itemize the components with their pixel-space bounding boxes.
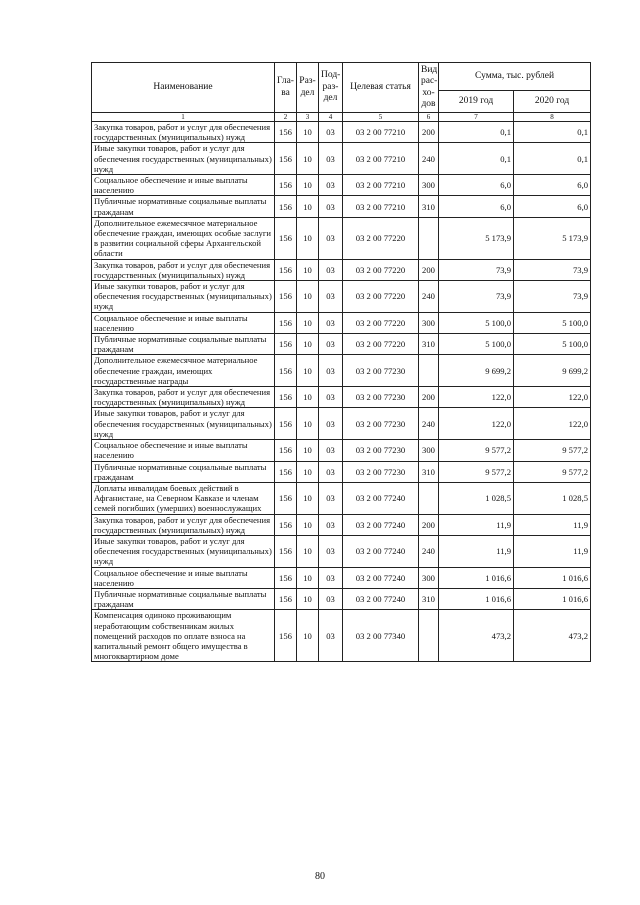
row-amount-2019: 73,9 (439, 259, 514, 280)
row-amount-2020: 73,9 (514, 281, 591, 313)
row-name: Компенсация одиноко проживающим неработающим собственникам жилых помещений расходов по оплате взноса на капитальный ремонт общего имущества в многоквартирном доме (92, 610, 275, 662)
header-name: Наименование (92, 63, 275, 113)
row-amount-2019: 73,9 (439, 281, 514, 313)
row-glava: 156 (275, 143, 297, 175)
row-name: Социальное обеспечение и иные выплаты населению (92, 312, 275, 333)
row-expense-type: 300 (419, 312, 439, 333)
row-target-article: 03 2 00 77230 (343, 408, 419, 440)
row-name: Иные закупки товаров, работ и услуг для обеспечения государственных (муниципальных) нужд (92, 408, 275, 440)
row-razdel: 10 (297, 514, 319, 535)
row-name: Иные закупки товаров, работ и услуг для обеспечения государственных (муниципальных) нужд (92, 535, 275, 567)
column-number: 8 (514, 113, 591, 122)
row-name: Иные закупки товаров, работ и услуг для обеспечения государственных (муниципальных) нужд (92, 143, 275, 175)
row-podrazdel: 03 (319, 387, 343, 408)
row-amount-2019: 122,0 (439, 408, 514, 440)
header-glava: Гла- ва (275, 63, 297, 113)
row-glava: 156 (275, 535, 297, 567)
table-row (92, 355, 591, 387)
row-expense-type: 200 (419, 259, 439, 280)
row-glava: 156 (275, 482, 297, 514)
row-amount-2020: 9 577,2 (514, 461, 591, 482)
table-row (92, 387, 591, 408)
row-razdel: 10 (297, 122, 319, 143)
row-razdel: 10 (297, 408, 319, 440)
row-amount-2019: 473,2 (439, 610, 514, 662)
row-name: Дополнительное ежемесячное материальное обеспечение граждан, имеющих государственные награды (92, 355, 275, 387)
row-target-article: 03 2 00 77230 (343, 440, 419, 461)
row-expense-type: 240 (419, 408, 439, 440)
table-row (92, 535, 591, 567)
row-amount-2020: 1 028,5 (514, 482, 591, 514)
header-year-2020: 2020 год (514, 91, 591, 113)
table-row (92, 175, 591, 196)
row-amount-2019: 5 173,9 (439, 217, 514, 259)
header-sum: Сумма, тыс. рублей (439, 63, 591, 91)
row-amount-2019: 11,9 (439, 514, 514, 535)
row-expense-type: 200 (419, 514, 439, 535)
row-podrazdel: 03 (319, 259, 343, 280)
row-podrazdel: 03 (319, 217, 343, 259)
row-podrazdel: 03 (319, 143, 343, 175)
row-name: Социальное обеспечение и иные выплаты населению (92, 567, 275, 588)
row-razdel: 10 (297, 610, 319, 662)
row-target-article: 03 2 00 77230 (343, 387, 419, 408)
row-razdel: 10 (297, 334, 319, 355)
row-razdel: 10 (297, 461, 319, 482)
row-amount-2020: 1 016,6 (514, 588, 591, 609)
table-row (92, 514, 591, 535)
row-glava: 156 (275, 461, 297, 482)
row-amount-2020: 5 173,9 (514, 217, 591, 259)
row-amount-2019: 6,0 (439, 196, 514, 217)
row-name: Социальное обеспечение и иные выплаты населению (92, 440, 275, 461)
table-row (92, 440, 591, 461)
column-number: 1 (92, 113, 275, 122)
row-glava: 156 (275, 514, 297, 535)
row-glava: 156 (275, 281, 297, 313)
header-year-2019: 2019 год (439, 91, 514, 113)
table-row (92, 567, 591, 588)
column-number: 4 (319, 113, 343, 122)
row-target-article: 03 2 00 77240 (343, 535, 419, 567)
row-target-article: 03 2 00 77220 (343, 217, 419, 259)
row-name: Закупка товаров, работ и услуг для обеспечения государственных (муниципальных) нужд (92, 514, 275, 535)
row-amount-2020: 1 016,6 (514, 567, 591, 588)
table-row (92, 259, 591, 280)
row-expense-type: 310 (419, 461, 439, 482)
row-target-article: 03 2 00 77210 (343, 175, 419, 196)
row-target-article: 03 2 00 77240 (343, 514, 419, 535)
row-glava: 156 (275, 440, 297, 461)
row-name: Социальное обеспечение и иные выплаты населению (92, 175, 275, 196)
row-amount-2019: 5 100,0 (439, 334, 514, 355)
row-expense-type: 300 (419, 175, 439, 196)
row-expense-type (419, 482, 439, 514)
row-name: Публичные нормативные социальные выплаты гражданам (92, 196, 275, 217)
row-podrazdel: 03 (319, 175, 343, 196)
row-target-article: 03 2 00 77220 (343, 281, 419, 313)
table-row (92, 408, 591, 440)
row-glava: 156 (275, 567, 297, 588)
row-podrazdel: 03 (319, 281, 343, 313)
row-podrazdel: 03 (319, 535, 343, 567)
row-podrazdel: 03 (319, 461, 343, 482)
header-expense-type: Вид рас- хо- дов (419, 63, 439, 113)
row-podrazdel: 03 (319, 196, 343, 217)
header-podrazdel: Под- раз- дел (319, 63, 343, 113)
row-amount-2019: 1 028,5 (439, 482, 514, 514)
column-number: 2 (275, 113, 297, 122)
row-amount-2020: 5 100,0 (514, 312, 591, 333)
row-razdel: 10 (297, 535, 319, 567)
row-expense-type: 240 (419, 143, 439, 175)
column-number: 5 (343, 113, 419, 122)
row-razdel: 10 (297, 355, 319, 387)
row-razdel: 10 (297, 312, 319, 333)
table-body (92, 122, 591, 662)
row-amount-2020: 6,0 (514, 196, 591, 217)
row-amount-2020: 0,1 (514, 122, 591, 143)
row-razdel: 10 (297, 281, 319, 313)
row-amount-2019: 0,1 (439, 143, 514, 175)
row-amount-2020: 6,0 (514, 175, 591, 196)
row-target-article: 03 2 00 77210 (343, 143, 419, 175)
row-glava: 156 (275, 196, 297, 217)
row-amount-2019: 1 016,6 (439, 588, 514, 609)
row-expense-type: 310 (419, 588, 439, 609)
row-name: Закупка товаров, работ и услуг для обеспечения государственных (муниципальных) нужд (92, 259, 275, 280)
row-podrazdel: 03 (319, 588, 343, 609)
table-row (92, 122, 591, 143)
row-amount-2019: 11,9 (439, 535, 514, 567)
row-target-article: 03 2 00 77230 (343, 355, 419, 387)
row-amount-2020: 9 699,2 (514, 355, 591, 387)
row-expense-type: 240 (419, 535, 439, 567)
row-name: Публичные нормативные социальные выплаты гражданам (92, 461, 275, 482)
row-expense-type: 310 (419, 196, 439, 217)
table-row (92, 482, 591, 514)
table-row (92, 312, 591, 333)
row-target-article: 03 2 00 77240 (343, 588, 419, 609)
row-name: Закупка товаров, работ и услуг для обеспечения государственных (муниципальных) нужд (92, 122, 275, 143)
row-expense-type: 310 (419, 334, 439, 355)
table-row (92, 461, 591, 482)
row-podrazdel: 03 (319, 312, 343, 333)
row-amount-2019: 122,0 (439, 387, 514, 408)
row-name: Публичные нормативные социальные выплаты гражданам (92, 334, 275, 355)
row-podrazdel: 03 (319, 122, 343, 143)
row-amount-2019: 1 016,6 (439, 567, 514, 588)
row-amount-2020: 11,9 (514, 535, 591, 567)
row-name: Закупка товаров, работ и услуг для обеспечения государственных (муниципальных) нужд (92, 387, 275, 408)
column-number: 6 (419, 113, 439, 122)
row-podrazdel: 03 (319, 408, 343, 440)
row-name: Публичные нормативные социальные выплаты гражданам (92, 588, 275, 609)
row-podrazdel: 03 (319, 610, 343, 662)
row-razdel: 10 (297, 387, 319, 408)
row-glava: 156 (275, 334, 297, 355)
row-podrazdel: 03 (319, 567, 343, 588)
row-amount-2020: 11,9 (514, 514, 591, 535)
row-expense-type: 300 (419, 567, 439, 588)
row-expense-type (419, 610, 439, 662)
row-glava: 156 (275, 175, 297, 196)
table-row (92, 143, 591, 175)
row-amount-2020: 473,2 (514, 610, 591, 662)
row-expense-type: 240 (419, 281, 439, 313)
row-amount-2020: 9 577,2 (514, 440, 591, 461)
table-row (92, 334, 591, 355)
row-target-article: 03 2 00 77240 (343, 482, 419, 514)
row-expense-type: 300 (419, 440, 439, 461)
row-expense-type (419, 217, 439, 259)
row-razdel: 10 (297, 196, 319, 217)
row-podrazdel: 03 (319, 440, 343, 461)
row-amount-2019: 6,0 (439, 175, 514, 196)
row-razdel: 10 (297, 259, 319, 280)
row-name: Дополнительное ежемесячное материальное обеспечение граждан, имеющих особые заслуги в развитии социальной сферы Архангельской области (92, 217, 275, 259)
row-target-article: 03 2 00 77220 (343, 334, 419, 355)
row-target-article: 03 2 00 77220 (343, 312, 419, 333)
row-expense-type: 200 (419, 122, 439, 143)
row-razdel: 10 (297, 567, 319, 588)
row-razdel: 10 (297, 175, 319, 196)
budget-table (91, 62, 591, 662)
table-row (92, 196, 591, 217)
row-razdel: 10 (297, 143, 319, 175)
table-row (92, 217, 591, 259)
row-amount-2020: 0,1 (514, 143, 591, 175)
row-amount-2019: 9 577,2 (439, 461, 514, 482)
row-glava: 156 (275, 217, 297, 259)
row-glava: 156 (275, 312, 297, 333)
row-glava: 156 (275, 122, 297, 143)
row-podrazdel: 03 (319, 334, 343, 355)
row-amount-2020: 122,0 (514, 387, 591, 408)
page-number: 80 (315, 871, 325, 882)
row-glava: 156 (275, 408, 297, 440)
row-target-article: 03 2 00 77240 (343, 567, 419, 588)
column-numbers-row (92, 113, 591, 122)
row-name: Доплаты инвалидам боевых действий в Афганистане, на Северном Кавказе и членам семей погибших (умерших) военнослужащих (92, 482, 275, 514)
row-glava: 156 (275, 387, 297, 408)
row-razdel: 10 (297, 482, 319, 514)
row-podrazdel: 03 (319, 355, 343, 387)
table-row (92, 281, 591, 313)
row-amount-2019: 5 100,0 (439, 312, 514, 333)
row-amount-2020: 73,9 (514, 259, 591, 280)
row-expense-type: 200 (419, 387, 439, 408)
document-page (91, 62, 590, 662)
table-row (92, 610, 591, 662)
row-amount-2019: 9 699,2 (439, 355, 514, 387)
header-razdel: Раз- дел (297, 63, 319, 113)
row-amount-2019: 9 577,2 (439, 440, 514, 461)
row-expense-type (419, 355, 439, 387)
row-target-article: 03 2 00 77230 (343, 461, 419, 482)
row-target-article: 03 2 00 77210 (343, 196, 419, 217)
row-glava: 156 (275, 610, 297, 662)
row-target-article: 03 2 00 77340 (343, 610, 419, 662)
row-target-article: 03 2 00 77220 (343, 259, 419, 280)
table-row (92, 588, 591, 609)
header-target-article: Целевая статья (343, 63, 419, 113)
row-glava: 156 (275, 355, 297, 387)
row-glava: 156 (275, 259, 297, 280)
row-name: Иные закупки товаров, работ и услуг для обеспечения государственных (муниципальных) нужд (92, 281, 275, 313)
row-amount-2019: 0,1 (439, 122, 514, 143)
row-amount-2020: 5 100,0 (514, 334, 591, 355)
row-podrazdel: 03 (319, 482, 343, 514)
row-razdel: 10 (297, 217, 319, 259)
column-number: 3 (297, 113, 319, 122)
row-razdel: 10 (297, 588, 319, 609)
row-podrazdel: 03 (319, 514, 343, 535)
row-target-article: 03 2 00 77210 (343, 122, 419, 143)
row-glava: 156 (275, 588, 297, 609)
row-razdel: 10 (297, 440, 319, 461)
column-number: 7 (439, 113, 514, 122)
row-amount-2020: 122,0 (514, 408, 591, 440)
